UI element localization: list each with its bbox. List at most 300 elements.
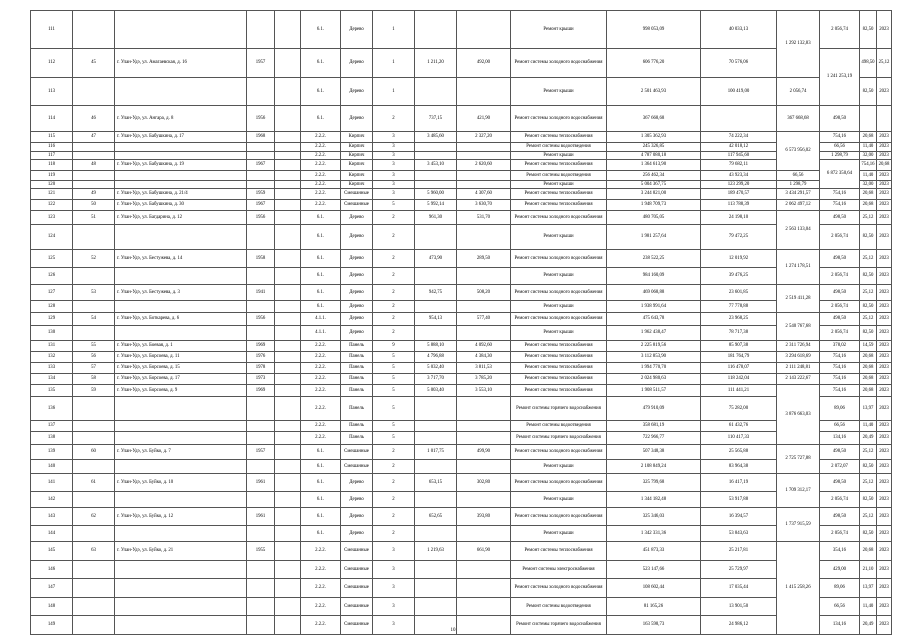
cost-cell: 1 305 362,93 <box>607 132 701 143</box>
code-cell: 2.2.2. <box>301 374 341 385</box>
living-area-cell <box>457 326 511 341</box>
living-area-cell <box>457 152 511 160</box>
wall-material-cell: Кирпич <box>341 152 373 160</box>
design-cost-cell: 25 217,81 <box>701 542 777 561</box>
code-cell: 2.2.2. <box>301 579 341 598</box>
total-area-cell <box>415 579 457 598</box>
design-rate-cell: 82,50 <box>860 225 877 250</box>
table-row <box>31 492 892 508</box>
address-cell: г. Улан-Удэ, ул. Борсоева, д. 11 <box>115 352 247 363</box>
empty-cell <box>275 301 301 313</box>
house-number <box>73 526 115 542</box>
address-cell: г. Улан-Удэ, ул. Бабушкина, д. 21/4 <box>115 189 247 200</box>
work-type-cell: Ремонт системы водоотведения <box>511 421 607 432</box>
house-number: 52 <box>73 250 115 268</box>
total-cost-cell: 2 725 727,88 <box>777 445 820 474</box>
living-area-cell: 508,20 <box>457 285 511 301</box>
floors-cell: 2 <box>373 445 415 460</box>
living-area-cell: 3 553,10 <box>457 385 511 397</box>
unit-rate-cell: 66,56 <box>820 598 860 616</box>
living-area-cell <box>457 11 511 49</box>
wall-material-cell: Дерево <box>341 268 373 285</box>
design-year-cell: 2023 <box>877 211 892 225</box>
cost-cell: 469 068,88 <box>607 285 701 301</box>
design-year-cell: 2023 <box>877 341 892 352</box>
row-number: 125 <box>31 250 73 268</box>
empty-cell <box>275 171 301 181</box>
table-row <box>31 432 892 445</box>
work-type-cell: Ремонт крыши <box>511 11 607 49</box>
table-row <box>31 268 892 285</box>
row-number: 138 <box>31 432 73 445</box>
wall-material-cell: Дерево <box>341 225 373 250</box>
work-type-cell: Ремонт крыши <box>511 526 607 542</box>
design-cost-cell: 117 945,60 <box>701 152 777 160</box>
empty-cell <box>275 341 301 352</box>
total-area-cell: 5 032,40 <box>415 363 457 374</box>
cost-cell: 722 966,77 <box>607 432 701 445</box>
floors-cell: 2 <box>373 211 415 225</box>
wall-material-cell: Дерево <box>341 211 373 225</box>
design-cost-cell: 123 299,20 <box>701 181 777 189</box>
code-cell: 2.2.2. <box>301 385 341 397</box>
house-number: 58 <box>73 374 115 385</box>
design-cost-cell: 181 764,79 <box>701 352 777 363</box>
work-type-cell: Ремонт системы холодного водоснабжения <box>511 250 607 268</box>
total-area-cell <box>415 397 457 421</box>
work-type-cell: Ремонт крыши <box>511 78 607 106</box>
row-number: 142 <box>31 492 73 508</box>
row-number: 116 <box>31 143 73 152</box>
unit-rate-cell: 2 056,74 <box>820 301 860 313</box>
total-area-cell <box>415 432 457 445</box>
total-area-cell: 1 211,20 <box>415 49 457 78</box>
design-rate-cell: 82,50 <box>860 460 877 474</box>
floors-cell: 3 <box>373 152 415 160</box>
cost-cell: 2 108 849,24 <box>607 460 701 474</box>
code-cell: 2.2.2. <box>301 616 341 635</box>
total-area-cell <box>415 225 457 250</box>
floors-cell: 3 <box>373 189 415 200</box>
empty-cell <box>275 181 301 189</box>
living-area-cell: 289,50 <box>457 250 511 268</box>
code-cell: 6.1. <box>301 508 341 526</box>
code-cell: 2.2.2. <box>301 542 341 561</box>
total-area-cell: 3 717,70 <box>415 374 457 385</box>
total-area-cell: 473,90 <box>415 250 457 268</box>
design-cost-cell: 53 917,88 <box>701 492 777 508</box>
house-number: 49 <box>73 189 115 200</box>
design-year-cell: 2023 <box>877 152 892 160</box>
address-cell: г. Улан-Удэ, ул. Багдарина, д. 12 <box>115 211 247 225</box>
wall-material-cell: Дерево <box>341 526 373 542</box>
cost-cell: 2 501 463,93 <box>607 78 701 106</box>
design-year-cell: 2023 <box>877 474 892 492</box>
wall-material-cell: Панель <box>341 385 373 397</box>
address-cell <box>115 225 247 250</box>
design-rate-cell: 82,50 <box>860 11 877 49</box>
floors-cell: 1 <box>373 78 415 106</box>
total-cost-cell: 2 062 497,12 <box>777 200 820 211</box>
design-cost-cell: 23 601,85 <box>701 285 777 301</box>
wall-material-cell: Дерево <box>341 49 373 78</box>
row-number: 139 <box>31 445 73 460</box>
house-number: 46 <box>73 106 115 132</box>
living-area-cell: 531,70 <box>457 211 511 225</box>
empty-cell <box>275 374 301 385</box>
cost-cell: 1 994 770,70 <box>607 363 701 374</box>
design-rate-cell: 25,12 <box>860 211 877 225</box>
total-area-cell: 3 485,60 <box>415 132 457 143</box>
wall-material-cell: Смешанные <box>341 561 373 579</box>
wall-material-cell: Панель <box>341 352 373 363</box>
total-cost-cell: 1 709 312,17 <box>777 474 820 508</box>
design-rate-cell: 21,10 <box>860 561 877 579</box>
address-cell <box>115 78 247 106</box>
capital-repair-table <box>30 10 892 635</box>
living-area-cell <box>457 171 511 181</box>
table-row <box>31 397 892 421</box>
unit-rate-cell: 2 056,74 <box>820 526 860 542</box>
wall-material-cell: Кирпич <box>341 143 373 152</box>
address-cell <box>115 143 247 152</box>
table-row <box>31 598 892 616</box>
floors-cell: 2 <box>373 285 415 301</box>
table-row <box>31 49 892 78</box>
floors-cell: 2 <box>373 250 415 268</box>
table-row <box>31 326 892 341</box>
unit-rate-cell: 498,50 <box>820 313 860 326</box>
table-row <box>31 579 892 598</box>
total-area-cell <box>415 421 457 432</box>
wall-material-cell: Дерево <box>341 11 373 49</box>
total-area-cell: 5 960,00 <box>415 189 457 200</box>
address-cell <box>115 598 247 616</box>
house-number: 53 <box>73 285 115 301</box>
total-area-cell <box>415 78 457 106</box>
floors-cell: 5 <box>373 421 415 432</box>
row-number: 118 <box>31 160 73 171</box>
floors-cell: 3 <box>373 160 415 171</box>
design-cost-cell: 100 419,00 <box>701 78 777 106</box>
code-cell: 2.2.2. <box>301 200 341 211</box>
total-area-cell <box>415 181 457 189</box>
code-cell: 6.1. <box>301 285 341 301</box>
address-cell <box>115 152 247 160</box>
design-rate-cell: 20,68 <box>860 132 877 143</box>
floors-cell: 5 <box>373 200 415 211</box>
year-built-cell: 1967 <box>247 200 275 211</box>
table-row <box>31 421 892 432</box>
year-built-cell: 1969 <box>247 385 275 397</box>
design-year-cell: 2023 <box>877 363 892 374</box>
design-cost-cell: 110 417,33 <box>701 432 777 445</box>
address-cell <box>115 492 247 508</box>
row-number: 124 <box>31 225 73 250</box>
code-cell: 2.2.2. <box>301 132 341 143</box>
empty-cell <box>275 132 301 143</box>
total-area-cell <box>415 301 457 313</box>
unit-rate-cell: 754,16 <box>820 385 860 397</box>
living-area-cell: 302,80 <box>457 474 511 492</box>
wall-material-cell: Кирпич <box>341 132 373 143</box>
year-built-cell: 1955 <box>247 542 275 561</box>
year-built-cell <box>247 143 275 152</box>
empty-cell <box>275 561 301 579</box>
total-cost-cell: 1 415 258,26 <box>777 542 820 635</box>
cost-cell: 358 681,19 <box>607 421 701 432</box>
cost-cell: 3 244 821,00 <box>607 189 701 200</box>
design-rate-cell: 82,50 <box>860 326 877 341</box>
row-number: 129 <box>31 313 73 326</box>
floors-cell: 5 <box>373 432 415 445</box>
work-type-cell: Ремонт системы теплоснабжения <box>511 542 607 561</box>
floors-cell: 2 <box>373 225 415 250</box>
design-cost-cell: 43 923,34 <box>701 171 777 181</box>
unit-rate-cell: 2 056,74 <box>820 268 860 285</box>
design-cost-cell: 75 282,00 <box>701 397 777 421</box>
design-rate-cell: 20,68 <box>860 385 877 397</box>
address-cell: г. Улан-Удэ, ул. Ангара, д. 8 <box>115 106 247 132</box>
address-cell <box>115 421 247 432</box>
code-cell: 6.1. <box>301 268 341 285</box>
code-cell: 6.1. <box>301 106 341 132</box>
design-rate-cell: 20,68 <box>877 160 892 171</box>
living-area-cell <box>457 301 511 313</box>
row-number: 137 <box>31 421 73 432</box>
empty-cell <box>275 49 301 78</box>
row-number: 143 <box>31 508 73 526</box>
design-year-cell: 2023 <box>877 171 892 181</box>
design-cost-cell: 83 964,38 <box>701 460 777 474</box>
design-cost-cell: 17 035,44 <box>701 579 777 598</box>
empty-cell <box>275 326 301 341</box>
design-rate-cell: 82,50 <box>860 301 877 313</box>
design-cost-cell: 42 018,12 <box>701 143 777 152</box>
address-cell: г. Улан-Удэ, ул. Буйко, д. 7 <box>115 445 247 460</box>
floors-cell: 3 <box>373 598 415 616</box>
table-row <box>31 225 892 250</box>
empty-cell <box>275 106 301 132</box>
design-year-cell: 2023 <box>877 526 892 542</box>
table-row <box>31 106 892 132</box>
code-cell: 2.2.2. <box>301 189 341 200</box>
code-cell: 2.2.2. <box>301 397 341 421</box>
design-rate-cell: 25,12 <box>860 285 877 301</box>
wall-material-cell: Смешанные <box>341 200 373 211</box>
house-number <box>73 181 115 189</box>
floors-cell: 2 <box>373 460 415 474</box>
row-number: 114 <box>31 106 73 132</box>
total-area-cell: 961,30 <box>415 211 457 225</box>
design-cost-cell: 39 476,25 <box>701 268 777 285</box>
table-row <box>31 474 892 492</box>
total-cost-cell: 3 876 663,03 <box>777 385 820 445</box>
living-area-cell: 4 307,60 <box>457 189 511 200</box>
address-cell: г. Улан-Удэ, ул. Бестужева, д. 3 <box>115 285 247 301</box>
design-cost-cell: 189 470,57 <box>701 189 777 200</box>
table-row <box>31 301 892 313</box>
design-rate-cell: 82,50 <box>860 526 877 542</box>
total-cost-cell: 1 274 178,51 <box>777 250 820 285</box>
table-row <box>31 508 892 526</box>
floors-cell: 5 <box>373 385 415 397</box>
address-cell: г. Улан-Удэ, ул. Борсоева, д. 17 <box>115 374 247 385</box>
cost-cell: 2 024 980,63 <box>607 374 701 385</box>
living-area-cell: 4 092,60 <box>457 341 511 352</box>
address-cell <box>115 432 247 445</box>
unit-rate-cell: 354,16 <box>820 542 860 561</box>
total-area-cell <box>415 152 457 160</box>
work-type-cell: Ремонт крыши <box>511 301 607 313</box>
work-type-cell: Ремонт системы горячего водоснабжения <box>511 397 607 421</box>
code-cell: 2.2.2. <box>301 363 341 374</box>
address-cell: г. Улан-Удэ, ул. Бабушкина, д. 19 <box>115 160 247 171</box>
unit-rate-cell: 378,02 <box>820 341 860 352</box>
empty-cell <box>275 385 301 397</box>
design-rate-cell: 82,50 <box>860 78 877 106</box>
empty-cell <box>275 313 301 326</box>
design-year-cell: 2023 <box>877 225 892 250</box>
unit-rate-cell: 66,56 <box>820 421 860 432</box>
table-row <box>31 189 892 200</box>
design-cost-cell: 118 242,04 <box>701 374 777 385</box>
empty-cell <box>275 268 301 285</box>
total-area-cell <box>415 460 457 474</box>
unit-rate-cell: 498,50 <box>860 49 877 78</box>
design-year-cell: 2023 <box>877 385 892 397</box>
address-cell <box>115 397 247 421</box>
design-rate-cell: 11,40 <box>860 421 877 432</box>
table-row <box>31 542 892 561</box>
design-rate-cell: 25,12 <box>860 313 877 326</box>
house-number <box>73 301 115 313</box>
row-number: 113 <box>31 78 73 106</box>
living-area-cell: 499,90 <box>457 445 511 460</box>
empty-cell <box>275 189 301 200</box>
address-cell <box>115 326 247 341</box>
wall-material-cell: Панель <box>341 432 373 445</box>
design-year-cell: 2023 <box>877 561 892 579</box>
table-row <box>31 352 892 363</box>
unit-rate-cell: 1 298,79 <box>777 181 820 189</box>
design-rate-cell: 20,68 <box>860 200 877 211</box>
house-number <box>73 78 115 106</box>
empty-cell <box>275 579 301 598</box>
design-rate-cell: 11,40 <box>860 143 877 152</box>
year-built-cell <box>247 579 275 598</box>
floors-cell: 1 <box>373 11 415 49</box>
living-area-cell <box>457 225 511 250</box>
empty-cell <box>275 250 301 268</box>
design-cost-cell: 25 729,97 <box>701 561 777 579</box>
unit-rate-cell: 2 056,74 <box>820 225 860 250</box>
table-row <box>31 341 892 352</box>
wall-material-cell: Смешанные <box>341 445 373 460</box>
design-cost-cell: 12 019,92 <box>701 250 777 268</box>
unit-rate-cell: 498,50 <box>820 474 860 492</box>
year-built-cell <box>247 432 275 445</box>
unit-rate-cell: 754,16 <box>820 363 860 374</box>
total-area-cell <box>415 492 457 508</box>
total-cost-cell: 6 872 350,64 <box>820 160 860 189</box>
design-year-cell: 2023 <box>877 421 892 432</box>
table-row <box>31 313 892 326</box>
row-number: 119 <box>31 171 73 181</box>
row-number: 136 <box>31 397 73 421</box>
unit-rate-cell: 754,16 <box>820 200 860 211</box>
total-area-cell: 5 003,40 <box>415 385 457 397</box>
design-year-cell: 2023 <box>877 285 892 301</box>
row-number: 144 <box>31 526 73 542</box>
design-rate-cell: 14,59 <box>860 341 877 352</box>
wall-material-cell: Кирпич <box>341 181 373 189</box>
total-cost-cell: 6 573 956,02 <box>777 132 820 171</box>
design-year-cell: 2023 <box>877 132 892 143</box>
row-number: 141 <box>31 474 73 492</box>
cost-cell: 1 962 438,47 <box>607 326 701 341</box>
house-number: 61 <box>73 474 115 492</box>
year-built-cell <box>247 171 275 181</box>
design-year-cell: 2023 <box>877 326 892 341</box>
address-cell: г. Улан-Удэ, ул. Борсоева, д. 15 <box>115 363 247 374</box>
year-built-cell <box>247 301 275 313</box>
design-year-cell: 2023 <box>877 143 892 152</box>
row-number: 134 <box>31 374 73 385</box>
wall-material-cell: Смешанные <box>341 598 373 616</box>
design-year-cell: 2023 <box>877 432 892 445</box>
cost-cell: 1 938 991,64 <box>607 301 701 313</box>
year-built-cell: 1941 <box>247 285 275 301</box>
cost-cell: 1 981 257,64 <box>607 225 701 250</box>
work-type-cell: Ремонт крыши <box>511 460 607 474</box>
house-number: 62 <box>73 508 115 526</box>
design-year-cell: 2023 <box>877 301 892 313</box>
empty-cell <box>275 526 301 542</box>
empty-cell <box>275 160 301 171</box>
design-year-cell: 2023 <box>877 616 892 635</box>
address-cell: г. Улан-Удэ, ул. Борсоева, д. 9 <box>115 385 247 397</box>
code-cell: 2.2.2. <box>301 341 341 352</box>
design-rate-cell <box>860 106 877 132</box>
year-built-cell: 1969 <box>247 341 275 352</box>
wall-material-cell: Смешанные <box>341 579 373 598</box>
total-area-cell: 954,13 <box>415 313 457 326</box>
living-area-cell: 4 384,30 <box>457 352 511 363</box>
table-row <box>31 160 892 171</box>
floors-cell: 9 <box>373 341 415 352</box>
design-rate-cell: 13,97 <box>860 579 877 598</box>
house-number <box>73 326 115 341</box>
row-number: 146 <box>31 561 73 579</box>
code-cell: 4.1.1. <box>301 313 341 326</box>
row-number: 120 <box>31 181 73 189</box>
living-area-cell: 421,90 <box>457 106 511 132</box>
house-number: 50 <box>73 200 115 211</box>
code-cell: 6.1. <box>301 301 341 313</box>
total-cost-cell: 2 143 222,67 <box>777 374 820 385</box>
empty-cell <box>275 363 301 374</box>
address-cell: г. Улан-Удэ, ул. Бабушкина, д. 17 <box>115 132 247 143</box>
unit-rate-cell: 498,50 <box>820 445 860 460</box>
work-type-cell: Ремонт крыши <box>511 268 607 285</box>
wall-material-cell: Дерево <box>341 492 373 508</box>
table-row <box>31 211 892 225</box>
wall-material-cell: Панель <box>341 374 373 385</box>
house-number <box>73 432 115 445</box>
table-row <box>31 363 892 374</box>
table-row <box>31 200 892 211</box>
